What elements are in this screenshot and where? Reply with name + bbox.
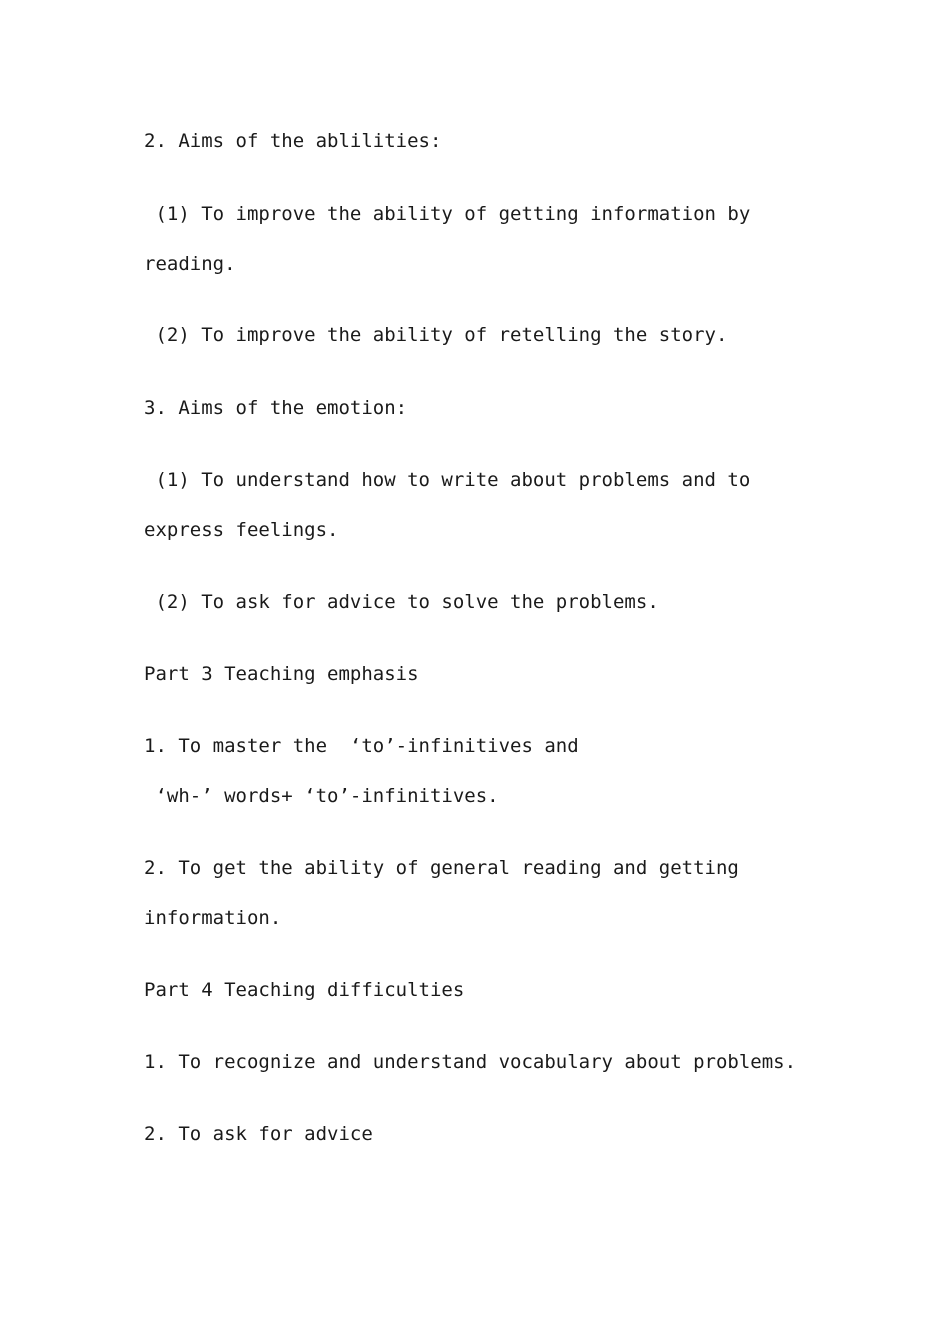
aims-emotion-item-2: (2) To ask for advice to solve the problems.	[144, 591, 659, 613]
aims-emotion-item-1-cont: express feelings.	[144, 519, 339, 541]
teaching-difficulties-item-1: 1. To recognize and understand vocabulary about problems.	[144, 1051, 797, 1073]
teaching-emphasis-item-1-cont: ‘wh-’ words+ ‘to’-infinitives.	[144, 785, 499, 807]
aims-abilities-heading: 2. Aims of the ablilities:	[144, 130, 442, 152]
teaching-emphasis-item-2: 2. To get the ability of general reading and getting	[144, 857, 739, 879]
aims-abilities-item-1-cont: reading.	[144, 253, 236, 275]
aims-abilities-item-1: (1) To improve the ability of getting information by	[144, 203, 751, 225]
teaching-difficulties-item-2: 2. To ask for advice	[144, 1123, 373, 1145]
teaching-difficulties-heading: Part 4 Teaching difficulties	[144, 979, 465, 1001]
aims-abilities-item-2: (2) To improve the ability of retelling the story.	[144, 324, 728, 346]
teaching-emphasis-heading: Part 3 Teaching emphasis	[144, 663, 419, 685]
aims-emotion-heading: 3. Aims of the emotion:	[144, 397, 408, 419]
aims-emotion-item-1: (1) To understand how to write about problems and to	[144, 469, 751, 491]
teaching-emphasis-item-2-cont: information.	[144, 907, 282, 929]
teaching-emphasis-item-1: 1. To master the ‘to’-infinitives and	[144, 735, 579, 757]
